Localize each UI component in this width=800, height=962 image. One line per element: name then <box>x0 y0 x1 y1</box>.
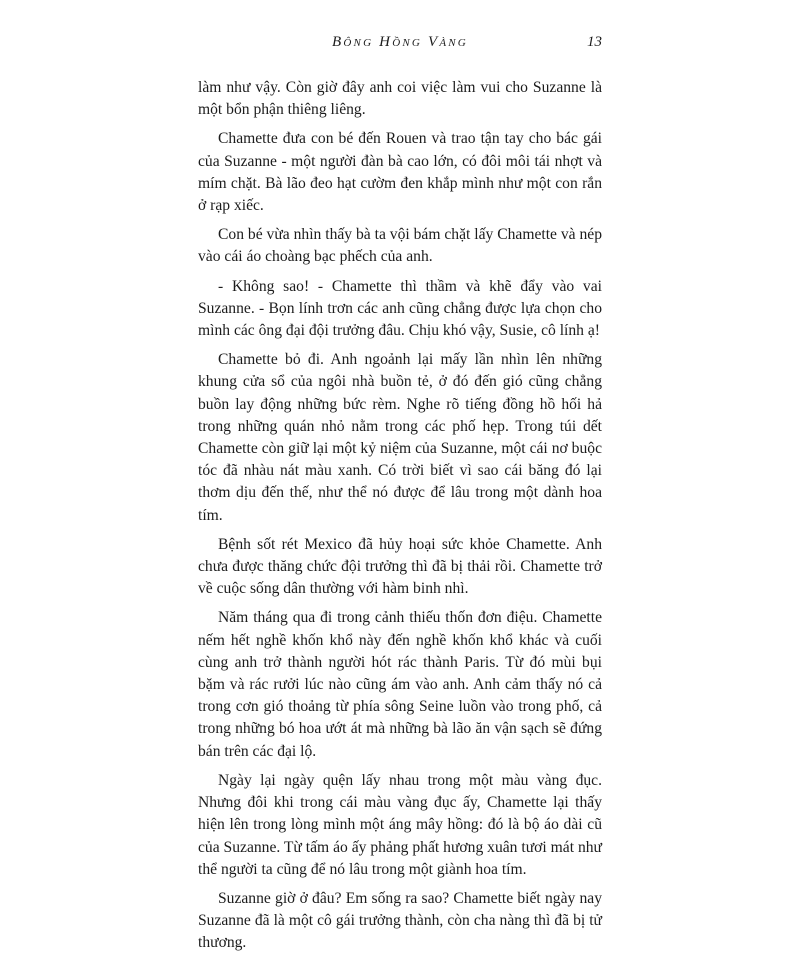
paragraph-9: Suzanne giờ ở đâu? Em sống ra sao? Chamette biết ngày nay Suzanne đã là một cô gái trưởng thành, còn cha nàng thì đã bị tử thương. <box>198 889 602 952</box>
paragraph-7: Năm tháng qua đi trong cảnh thiếu thốn đơn điệu. Chamette nếm hết nghề khốn khổ này đến nghề khốn khổ khác và cuối cùng anh trở thành người hót rác thành Paris. Từ đó mùi bụi bặm và rác rưởi lúc nào cũng ám vào anh. Anh cảm thấy nó cả trong cơn gió thoảng từ phía sông Seine luồn vào trong phố, cả trong những bó hoa ướt át mà những bà lão ăn vận sạch sẽ đứng bán trên các đại lộ. <box>198 609 602 760</box>
paragraph-3: Con bé vừa nhìn thấy bà ta vội bám chặt lấy Chamette và nép vào cái áo choàng bạc phếch của anh. <box>198 226 602 266</box>
paragraph-8: Ngày lại ngày quện lấy nhau trong một màu vàng đục. Nhưng đôi khi trong cái màu vàng đục ấy, Chamette lại thấy hiện lên trong lòng mình một áng mây hồng: đó là bộ áo dài cũ của Suzanne. Từ tấm áo ấy phảng phất hương xuân tươi mát như thể người ta cũng để nó lâu trong một giành hoa tím. <box>198 771 602 878</box>
paragraph-2: Chamette đưa con bé đến Rouen và trao tận tay cho bác gái của Suzanne - một người đàn bà cao lớn, có đôi môi tái nhợt và mím chặt. Bà lão đeo hạt cườm đen khắp mình như một con rắn ở rạp xiếc. <box>198 130 602 215</box>
running-header <box>198 34 602 58</box>
paragraph-4: - Không sao! - Chamette thì thầm và khẽ đẩy vào vai Suzanne. - Bọn lính trơn các anh cũng chẳng được lựa chọn cho mình các ông đại đội trưởng đâu. Chịu khó vậy, Susie, cô lính ạ! <box>198 277 602 340</box>
body-text <box>198 77 602 962</box>
paragraph-1: làm như vậy. Còn giờ đây anh coi việc làm vui cho Suzanne là một bổn phận thiêng liêng. <box>198 79 602 119</box>
page-number: 13 <box>587 34 602 50</box>
book-title: Bông Hồng Vàng <box>332 34 468 50</box>
paragraph-5: Chamette bỏ đi. Anh ngoảnh lại mấy lần nhìn lên những khung cửa sổ của ngôi nhà buồn tẻ, ở đó đến gió cũng chẳng buồn lay động những bức rèm. Nghe rõ tiếng đồng hồ hối hả trong những quán nhỏ nằm trong các phố hẹp. Trong túi dết Chamette còn giữ lại một kỷ niệm của Suzanne, một cái nơ buộc tóc đã nhàu nát màu xanh. Có trời biết vì sao cái băng đó lại thơm dịu đến thế, như thể nó được để lâu trong một dành hoa tím. <box>198 351 602 524</box>
paragraph-6: Bệnh sốt rét Mexico đã hủy hoại sức khỏe Chamette. Anh chưa được thăng chức đội trưởng thì đã bị thải rồi. Chamette trở về cuộc sống dân thường với hàm binh nhì. <box>198 535 602 598</box>
